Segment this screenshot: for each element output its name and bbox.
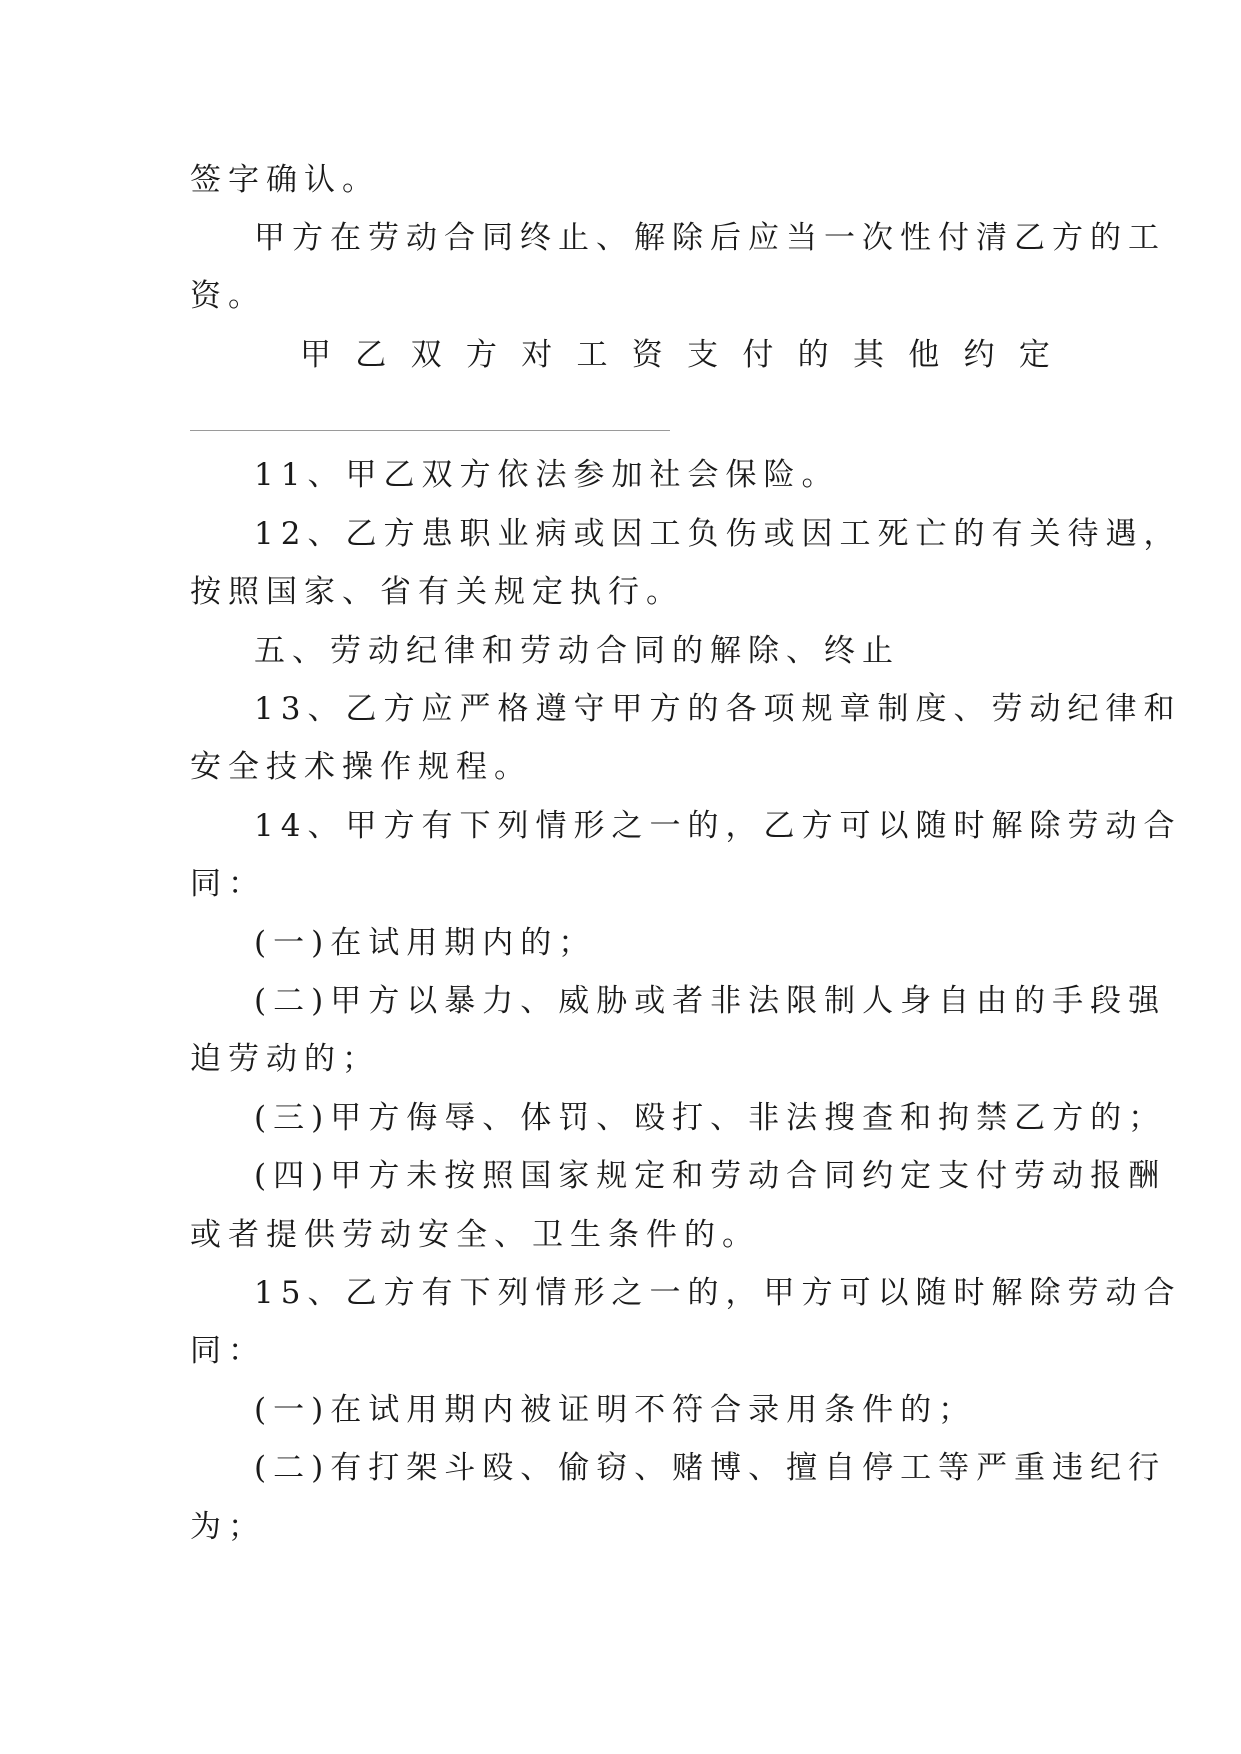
paragraph-line: 按照国家、省有关规定执行。 (190, 574, 684, 610)
paragraph-line: 甲方在劳动合同终止、解除后应当一次性付清乙方的工 (254, 220, 1166, 256)
heading-char: 他 (908, 337, 940, 373)
paragraph-line: (一)在试用期内被证明不符合录用条件的； (254, 1392, 977, 1428)
heading-char: 工 (576, 337, 608, 373)
paragraph-line: 15、乙方有下列情形之一的，甲方可以随时解除劳动合 (254, 1275, 1182, 1311)
heading-char: 约 (963, 337, 995, 373)
paragraph-line: 为； (190, 1509, 266, 1545)
paragraph-line: (四)甲方未按照国家规定和劳动合同约定支付劳动报酬 (254, 1158, 1167, 1194)
paragraph-line: (二)有打架斗殴、偷窃、赌博、擅自停工等严重违纪行 (254, 1450, 1167, 1486)
paragraph-line: 14、甲方有下列情形之一的，乙方可以随时解除劳动合 (254, 808, 1182, 844)
other-agreement-heading (300, 335, 1050, 375)
paragraph-line: (二)甲方以暴力、威胁或者非法限制人身自由的手段强 (254, 983, 1167, 1019)
heading-char: 付 (742, 337, 774, 373)
heading-char: 其 (852, 337, 884, 373)
heading-char: 资 (631, 337, 663, 373)
paragraph-line: 11、甲乙双方依法参加社会保险。 (254, 457, 840, 493)
paragraph-line: 签字确认。 (190, 162, 380, 198)
fill-in-blank-line (190, 430, 670, 431)
paragraph-line: 12、乙方患职业病或因工负伤或因工死亡的有关待遇， (254, 516, 1182, 552)
heading-char: 的 (797, 337, 829, 373)
heading-char: 定 (1018, 337, 1050, 373)
heading-char: 方 (465, 337, 497, 373)
heading-char: 对 (521, 337, 553, 373)
heading-char: 支 (687, 337, 719, 373)
paragraph-line: (一)在试用期内的； (254, 925, 597, 961)
paragraph-line: 同： (190, 866, 266, 902)
heading-char: 甲 (300, 337, 331, 373)
heading-char: 乙 (355, 337, 387, 373)
paragraph-line: 13、乙方应严格遵守甲方的各项规章制度、劳动纪律和 (254, 691, 1182, 727)
paragraph-line: 同： (190, 1333, 266, 1369)
section-heading: 五、劳动纪律和劳动合同的解除、终止 (254, 633, 900, 669)
paragraph-line: 或者提供劳动安全、卫生条件的。 (190, 1217, 760, 1253)
heading-char: 双 (410, 337, 442, 373)
paragraph-line: 迫劳动的； (190, 1041, 380, 1077)
paragraph-line: (三)甲方侮辱、体罚、殴打、非法搜查和拘禁乙方的； (254, 1100, 1167, 1136)
paragraph-line: 资。 (190, 278, 266, 314)
paragraph-line: 安全技术操作规程。 (190, 749, 532, 785)
